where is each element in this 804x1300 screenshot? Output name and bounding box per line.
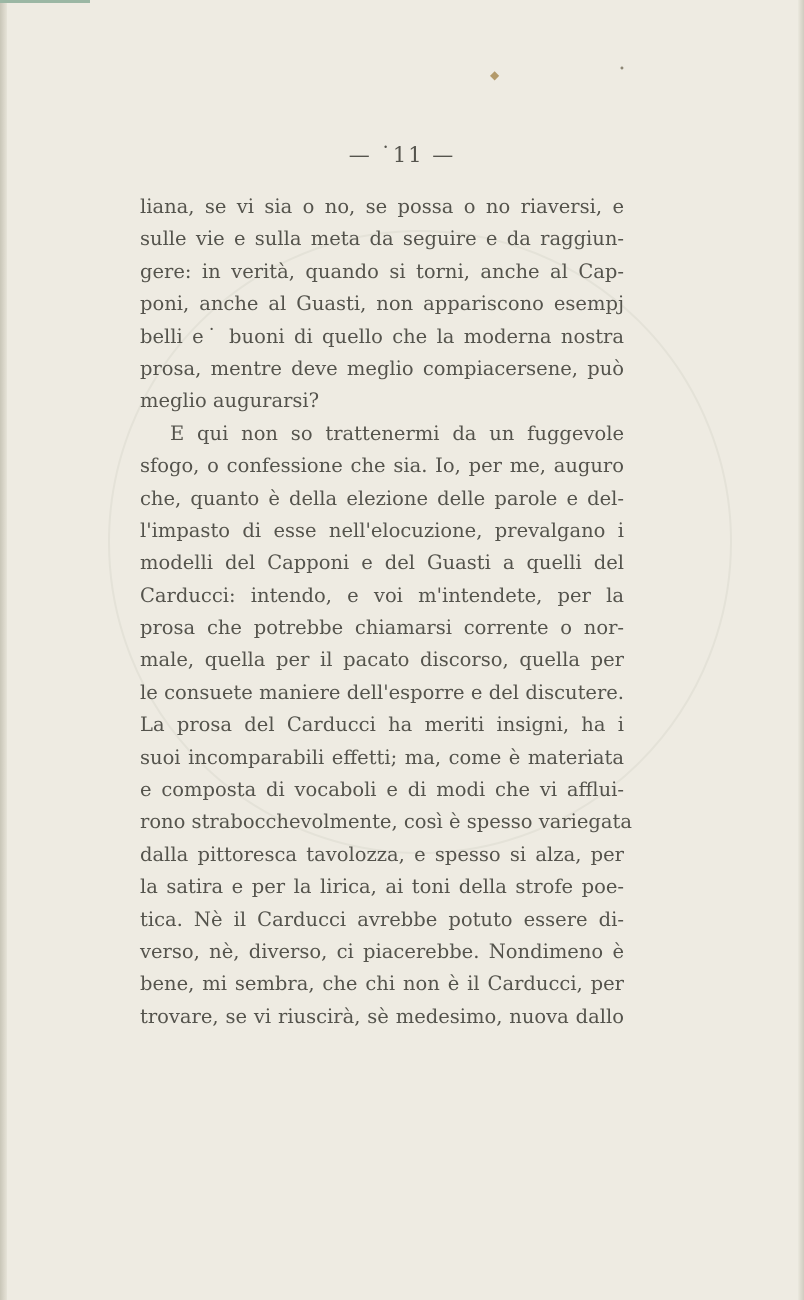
ink-speck: ◆ [490,68,500,82]
text-line: la satira e per la lirica, ai toni della strofe poe- [140,875,624,899]
text-line: e composta di vocaboli e di modi che vi afflui- [140,778,624,802]
text-line: che, quanto è della elezione delle parole e del- [140,486,624,510]
text-line: Carducci: intendo, e voi m'intendete, per la [140,583,624,607]
text-line: tica. Nè il Carducci avrebbe potuto essere di- [140,907,624,931]
ink-speck: • [619,64,625,75]
text-line: modelli del Capponi e del Guasti a quelli del [140,551,624,575]
page-top-edge [0,0,90,3]
text-line: bene, mi sembra, che chi non è il Carducci, per [140,972,624,996]
text-line: trovare, se vi riuscirà, sè medesimo, nuova dallo [140,1004,624,1028]
text-line: poni, anche al Guasti, non appariscono esempj [140,292,624,316]
text-line: gere: in verità, quando si torni, anche al Cap- [140,259,624,283]
text-line: sfogo, o confessione che sia. Io, per me, auguro [140,454,624,478]
text-line: prosa, mentre deve meglio compiacersene, può [140,356,624,380]
text-line: rono strabocchevolmente, così è spesso variegata [140,810,633,834]
text-line: meglio augurarsi? [140,389,320,413]
page-left-edge [0,0,7,1300]
text-line: dalla pittoresca tavolozza, e spesso si alza, per [140,842,624,866]
text-line: sulle vie e sulla meta da seguire e da raggiun- [140,227,624,251]
text-line: La prosa del Carducci ha meriti insigni, ha i [140,713,624,737]
page-right-edge [798,0,804,1300]
text-line: verso, nè, diverso, ci piacerebbe. Nondimeno è [140,939,624,963]
text-line: belli e˙ buoni di quello che la moderna nostra [140,324,624,348]
page-number: — ˙11 — [348,143,456,167]
text-line: male, quella per il pacato discorso, quella per [140,648,624,672]
body-text [140,191,633,1033]
text-line: suoi incomparabili effetti; ma, come è materiata [140,745,624,769]
text-line: E qui non so trattenermi da un fuggevole [170,421,624,445]
text-line: l'impasto di esse nell'elocuzione, prevalgano i [140,518,624,542]
text-line: le consuete maniere dell'esporre e del discutere. [140,680,624,704]
text-line: prosa che potrebbe chiamarsi corrente o nor- [140,616,624,640]
text-line: liana, se vi sia o no, se possa o no riaversi, e [140,195,624,218]
